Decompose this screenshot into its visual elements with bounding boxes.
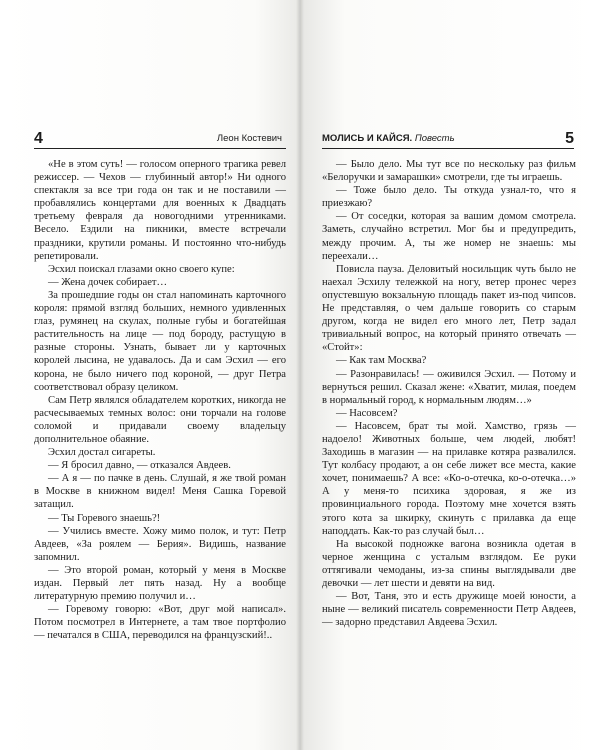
right-header-rule [322,148,574,149]
paragraph: — От соседки, которая за вашим домом смотрела. Заметь, случайно встретил. Мог бы и предупредить, между прочим. А, ты же номер не знаешь: мы переехали… [322,211,576,262]
left-running-head: Леон Костевич [216,133,282,144]
book-gutter-shadow [296,0,304,750]
right-page-header [322,130,574,152]
paragraph: — Было дело. Мы тут все по нескольку раз фильм «Белоручки и замарашки» смотрели, где ты играешь. [322,159,576,184]
paragraph: Повисла пауза. Деловитый носильщик чуть было не наехал Эсхилу тележкой на ногу, ветер пронес через опустевшую вокзальную площадь пакет из-под чипсов. Не представляя, о чем дальше говорить со старым другом, когда не видел его много лет, Петр задал тривиальный вопрос, на который принято отвечать — «Стойт»: [322,263,576,354]
left-header-rule [34,148,286,149]
paragraph: Эсхил поискал глазами окно своего купе: [48,263,235,275]
left-page-number: 4 [34,130,43,147]
paragraph: «Не в этом суть! — голосом оперного трагика ревел режиссер. — Чехов — глубинный автор!» Ни одного спектакля за все три года он так и не поставили — пробавлялись концертами для военных к Двадцать третьему февраля да новогодними утренниками. Весело. Ездили на пикники, вместе встречали праздники, крутили романы. И постоянно что-нибудь репетировали. [34,159,286,262]
paragraph: — А я — по пачке в день. Слушай, я же твой роман в Москве в книжном видел! Меня Сашка Горевой затащил. [34,473,286,511]
paragraph: За прошедшие годы он стал напоминать карточного короля: прямой взгляд больших, немного удивленных глаз, румянец на скулах, полные губы и богатейшая растительность на лице — под бороду, растущую в разные стороны. Узнать, бывает ли у карточных королей лысина, не удавалось. Да и сам Эсхил — его корона, не было ничего под короной, — друг Петра соответствовал образу целиком. [34,289,286,393]
right-page-number: 5 [565,130,574,147]
paragraph: — Насовсем, брат ты мой. Хамство, грязь — надоело! Животных больше, чем людей, любят! Заходишь в магазин — на прилавке котяра развалился. Тут колбасу продают, а он себе лижет все места, какие хочет, понимаешь? А все: «Ко-о-отечка, ко-о-отечка…» А у меня-то психика здоровая, я же из провинциального города. Поэтому мне хочется взять этого кота за шкирку, скинуть с прилавка да еще наподдать. Как-то раз случай был… [322,420,576,537]
left-page-header [34,130,286,152]
paragraph: — Жена дочек собирает… [48,276,168,288]
paragraph: Сам Петр являлся обладателем коротких, никогда не расчесываемых темных волос: они торчали на голове соломой и придавали своему владельцу дополнительное обаяние. [34,394,286,445]
paragraph: — Это второй роман, который у меня в Москве издан. Первый лет пять назад. Ну а вообще литературную премию получил и… [34,564,286,603]
paragraph: — Вот, Таня, это и есть дружище моей юности, а ныне — великий писатель современности Петр Авдеев, — задорно представил Авдеева Эсхил. [322,591,576,629]
paragraph: — Тоже было дело. Ты откуда узнал-то, что я приезжаю? [322,185,576,210]
paragraph: — Я бросил давно, — отказался Авдеев. [48,460,231,472]
paragraph: — Ты Горевого знаешь?! [48,512,161,524]
paragraph: — Разонравилась! — оживился Эсхил. — Потому и вернуться решил. Сказал жене: «Хватит, милая, поедем в нормальный город, к нормальным людям…» [322,368,576,406]
book-title: МОЛИСЬ И КАЙСЯ. [322,133,413,144]
paragraph: На высокой подножке вагона возникла одетая в черное женщина с усталым взглядом. Ее руки оттягивали чемоданы, из-за спины выглядывали две девочки — лет шести и девяти на вид. [322,538,576,589]
right-running-head [322,133,455,145]
book-genre: Повесть [414,133,455,144]
paragraph: — Как там Москва? [336,355,427,367]
left-page-text [34,158,286,642]
paragraph: Эсхил достал сигареты. [48,447,156,459]
paragraph: — Насовсем? [336,407,398,419]
right-page-text [322,158,576,629]
paragraph: — Горевому говорю: «Вот, друг мой написал». Потом посмотрел в Интернете, а там твое портфолио — печатался в США, переводился на французский!.. [34,604,286,642]
right-page [300,0,600,750]
paragraph: — Учились вместе. Хожу мимо полок, и тут: Петр Авдеев, «За роялем — Берия». Видишь, название запомнил. [34,525,286,563]
